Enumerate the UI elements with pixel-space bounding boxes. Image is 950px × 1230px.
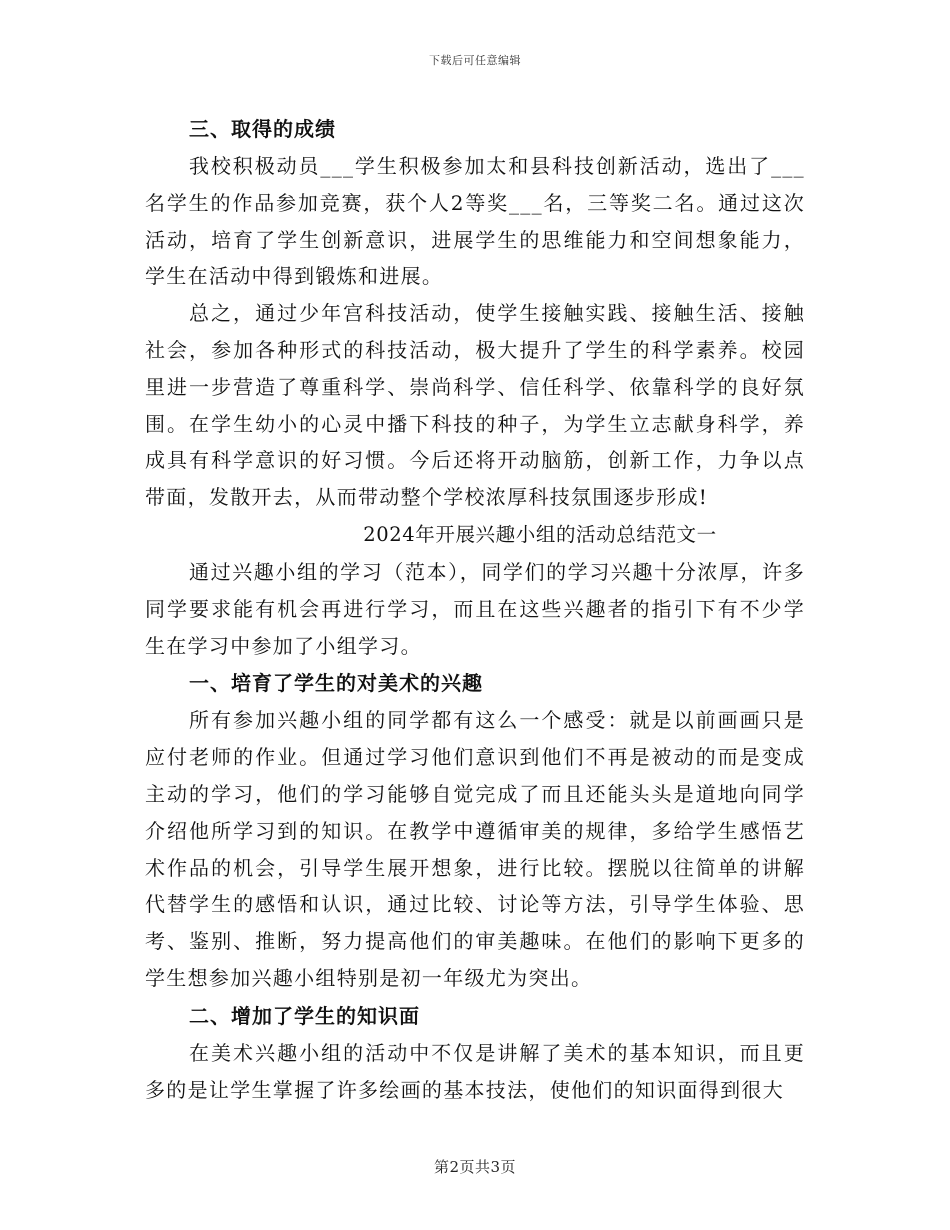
paragraph-intro: 通过兴趣小组的学习（范本），同学们的学习兴趣十分浓厚，许多同学要求能有机会再进行学习，而且在这些兴趣者的指引下有不少学生在学习中参加了小组学习。	[145, 559, 805, 658]
paragraph-art-interest: 所有参加兴趣小组的同学都有这么一个感受：就是以前画画只是应付老师的作业。但通过学习他们意识到他们不再是被动的而是变成主动的学习，他们的学习能够自觉完成了而且还能头头是道地向同学介绍他所学习到的知识。在教学中遵循审美的规律，多给学生感悟艺术作品的机会，引导学生展开想象，进行比较。摆脱以往简单的讲解代替学生的感悟和认识，通过比较、讨论等方法，引导学生体验、思考、鉴别、推断，努力提高他们的审美趣味。在他们的影响下更多的学生想参加兴趣小组特别是初一年级尤为突出。	[145, 708, 805, 990]
document-title: 2024年开展兴趣小组的活动总结范文一	[363, 522, 717, 546]
section-heading-achievements: 三、取得的成绩	[189, 117, 336, 141]
section-heading-knowledge: 二、增加了学生的知识面	[189, 1003, 420, 1028]
section-heading-art-interest: 一、培育了学生的对美术的兴趣	[189, 671, 483, 696]
paragraph-summary: 总之，通过少年宫科技活动，使学生接触实践、接触生活、接触社会，参加各种形式的科技活动，极大提升了学生的科学素养。校园里进一步营造了尊重科学、崇尚科学、信任科学、依靠科学的良好氛围。在学生幼小的心灵中播下科技的种子，为学生立志献身科学，养成具有科学意识的好习惯。今后还将开动脑筋，创新工作，力争以点带面，发散开去，从而带动整个学校浓厚科技氛围逐步形成!	[145, 301, 805, 510]
paragraph-knowledge: 在美术兴趣小组的活动中不仅是讲解了美术的基本知识，而且更多的是让学生掌握了许多绘画的基本技法，使他们的知识面得到很大	[145, 1040, 805, 1102]
paragraph-achievements: 我校积极动员___学生积极参加太和县科技创新活动，选出了___名学生的作品参加竞赛，获个人2等奖___名，三等奖二名。通过这次活动，培育了学生创新意识，进展学生的思维能力和空间想象能力，学生在活动中得到锻炼和进展。	[145, 154, 805, 289]
page-number: 第2页共3页	[433, 1158, 517, 1176]
page-header-note: 下载后可任意编辑	[429, 54, 521, 67]
document-body	[145, 110, 805, 1108]
